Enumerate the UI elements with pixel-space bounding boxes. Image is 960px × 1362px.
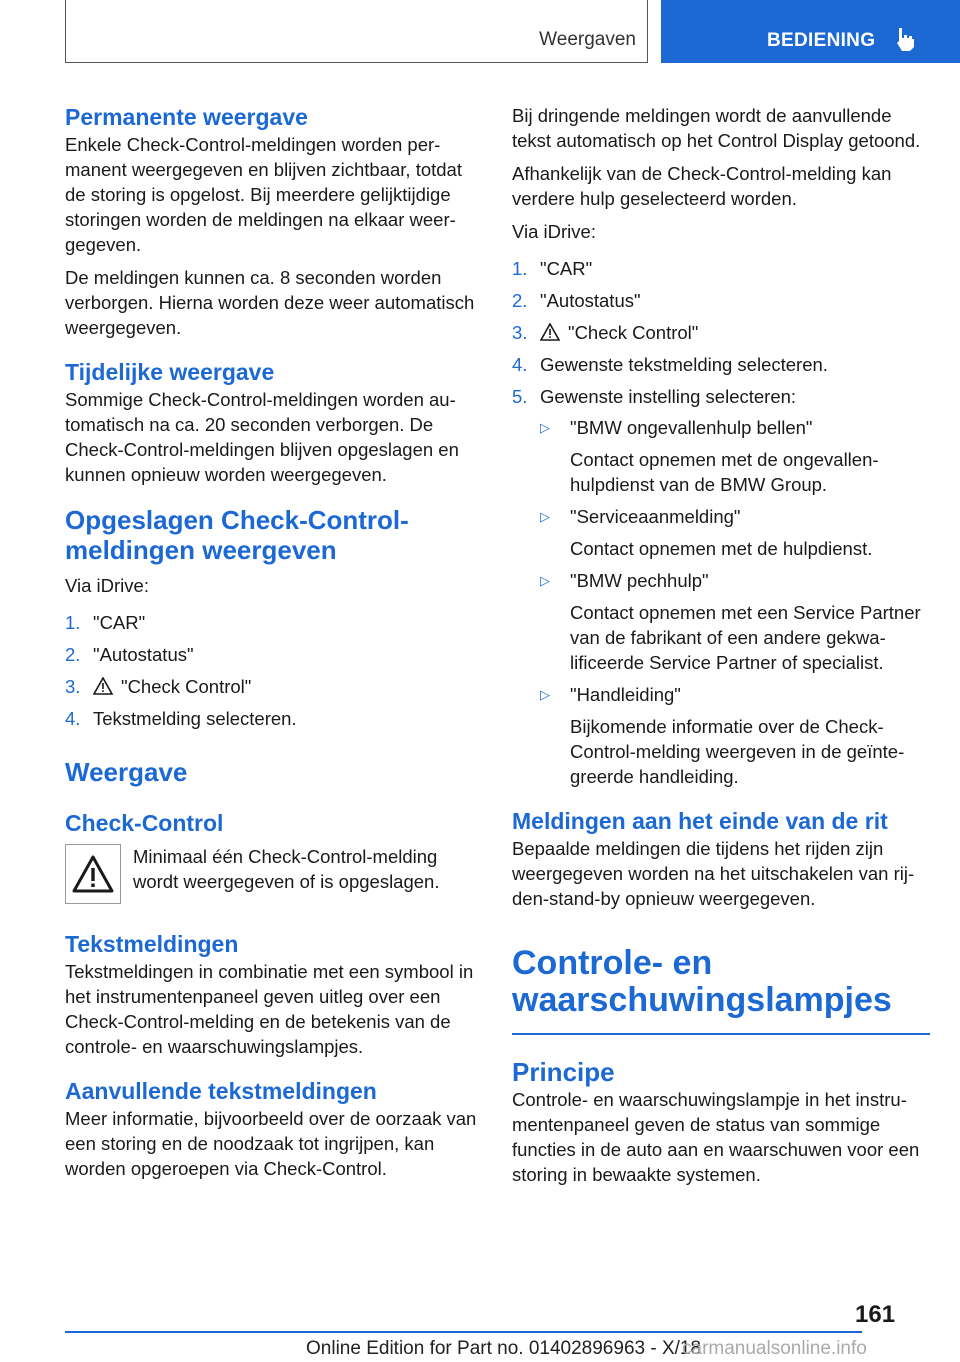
list-item: 2. "Autostatus" — [512, 290, 641, 311]
paragraph: Enkele Check-Control-meldingen worden permanent weergegeven en blijven zichtbaar, totdat de storing is opgelost. Bij meerdere gelijktijdige storingen worden de meldingen na elkaar weergegeven. — [65, 134, 462, 255]
warning-note — [65, 844, 483, 904]
option-list — [540, 415, 930, 789]
list-item: 5. Gewenste instelling selecteren: ▷ "BMW ongevallenhulp bellen" Contact opnemen met de ongevallenhulpdienst van de BMW Group. ▷ "Serviceaanmelding" Contact opnemen met de hulpdienst. ▷ "BMW pechhulp" Contact opnemen met een Service Partner van de fabrikant of een andere gekwalificeerde Service Partner of specialist. ▷ "Handleiding" Bijkomende informatie over de Check-Control-melding weergeven in de geïntegreerde handleiding. — [512, 384, 930, 789]
option-item: ▷ "BMW pechhulp" Contact opnemen met een Service Partner van de fabrikant of een andere gekwalificeerde Service Partner of specialist. — [540, 570, 921, 673]
list-item: 3. "Check Control" — [65, 676, 252, 697]
header-chapter-tab — [661, 0, 960, 63]
option-item: ▷ "Serviceaanmelding" Contact opnemen met de hulpdienst. — [540, 506, 873, 559]
section-title-additional: Aanvullende tekstmeldingen — [65, 1078, 377, 1104]
section-title-temporary: Tijdelijke weergave — [65, 359, 275, 385]
subsection-title-check-control: Check-Control — [65, 810, 224, 836]
footer-edition: Online Edition for Part no. 01402896963 - X/18 — [306, 1338, 702, 1359]
section-title-principle: Principe — [512, 1056, 615, 1087]
list-item: 1. "CAR" — [65, 612, 146, 633]
warning-triangle-icon — [93, 677, 113, 695]
paragraph: Meer informatie, bijvoorbeeld over de oorzaak van een storing en de noodzaak tot ingrijpen, kan worden opgeroepen via Check-Control. — [65, 1108, 477, 1179]
list-item: 3. "Check Control" — [512, 322, 699, 343]
step-list — [65, 610, 483, 731]
step-list — [512, 256, 930, 789]
paragraph: Tekstmeldingen in combinatie met een symbool in het instrumentenpaneel geven uitleg over een Check-Control-melding en de betekenis van de controle- en waarschuwingslampjes. — [65, 961, 474, 1057]
footer-divider — [65, 1331, 862, 1333]
list-item: 4. Gewenste tekstmelding selecteren. — [512, 354, 828, 375]
page-number: 161 — [855, 1301, 896, 1328]
hand-pointer-icon — [895, 26, 917, 52]
watermark: carmanualsonline.info — [682, 1338, 867, 1359]
paragraph: Controle- en waarschuwingslampje in het instrumentenpaneel geven de status van sommige functies in de auto aan en waarschuwen voor een storing in bewaakte systemen. — [512, 1088, 920, 1185]
via-idrive-label: Via iDrive: — [65, 575, 149, 596]
chapter-divider — [512, 1033, 930, 1035]
section-title-stored: Opgeslagen Check-Control-meldingen weergeven — [65, 505, 409, 565]
section-title-end-trip: Meldingen aan het einde van de rit — [512, 808, 888, 834]
paragraph: Bij dringende meldingen wordt de aanvullende tekst automatisch op het Control Display getoond. — [512, 105, 921, 151]
section-title-display: Weergave — [65, 757, 188, 787]
warning-text: Minimaal één Check-Control-melding wordt weergegeven of is opgeslagen. — [133, 846, 440, 892]
via-idrive-label: Via iDrive: — [512, 221, 596, 242]
left-column — [65, 103, 483, 1189]
header-section-title: Weergaven — [539, 29, 636, 50]
section-title-permanent: Permanente weergave — [65, 104, 308, 130]
paragraph: De meldingen kunnen ca. 8 seconden worden verborgen. Hierna worden deze weer automatisch weergegeven. — [65, 267, 475, 338]
paragraph: Afhankelijk van de Check-Control-melding kan verdere hulp geselecteerd worden. — [512, 163, 892, 209]
option-item: ▷ "BMW ongevallenhulp bellen" Contact opnemen met de ongevallenhulpdienst van de BMW Group. — [540, 417, 879, 495]
list-item: 4. Tekstmelding selecteren. — [65, 708, 297, 729]
warning-triangle-icon — [65, 844, 121, 904]
list-item: 1. "CAR" — [512, 258, 593, 279]
paragraph: Bepaalde meldingen die tijdens het rijden zijn weergegeven worden na het uitschakelen van rijden-stand-by opnieuw weergegeven. — [512, 838, 915, 909]
header-chapter-label: BEDIENING — [767, 30, 876, 51]
paragraph: Sommige Check-Control-meldingen worden automatisch na ca. 20 seconden verborgen. De Check-Control-meldingen blijven opgeslagen en kunnen opnieuw worden weergegeven. — [65, 389, 459, 485]
chapter-title: Controle- en waarschuwingslampjes — [512, 944, 892, 1019]
list-item: 2. "Autostatus" — [65, 644, 194, 665]
option-item: ▷ "Handleiding" Bijkomende informatie over de Check-Control-melding weergeven in de geïntegreerde handleiding. — [540, 684, 905, 787]
right-column — [512, 103, 930, 1195]
warning-triangle-icon — [540, 323, 560, 341]
section-title-text-messages: Tekstmeldingen — [65, 931, 239, 957]
